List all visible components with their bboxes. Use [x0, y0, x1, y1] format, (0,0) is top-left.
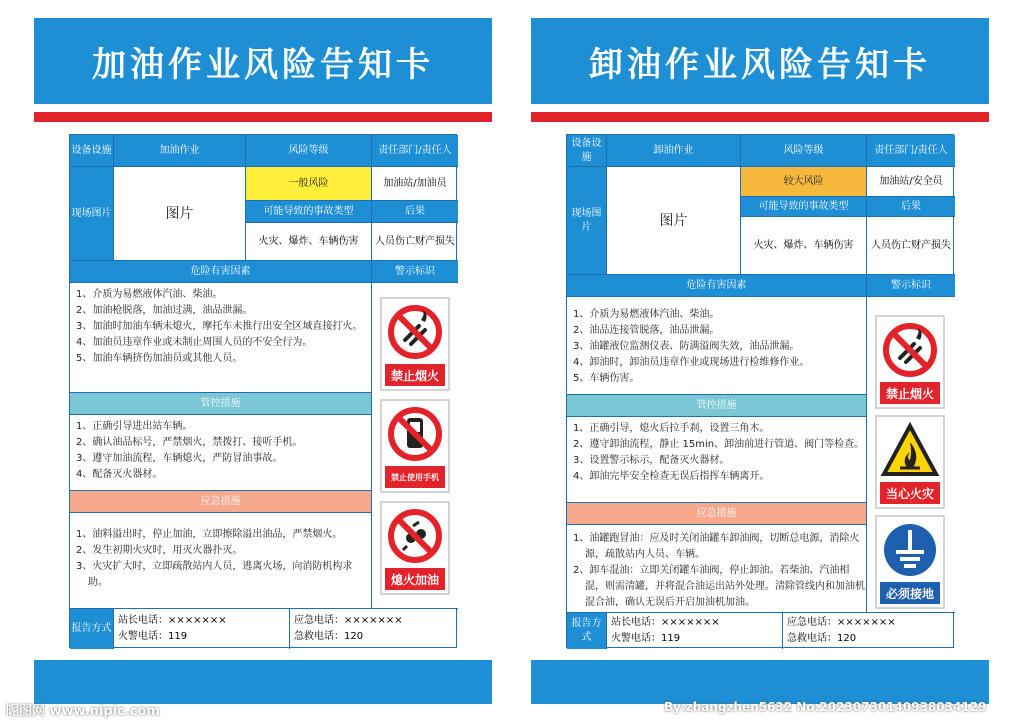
site-photo: 图片 — [607, 167, 741, 275]
list-item: 1、正确引导，熄火后拉手刹，设置三角木。 — [573, 423, 770, 434]
list-item: 4、配备灭火器材。 — [76, 469, 163, 480]
header-warning-signs: 警示标识 — [372, 261, 458, 283]
list-item: 3、遵守加油流程，车辆熄火，严防冒油事故。 — [76, 453, 283, 464]
red-stripe — [531, 112, 989, 122]
list-item: 2、遵守卸油流程，静止 15min、卸油前进行管道、阀门等检查。 — [573, 439, 865, 450]
equipment-value: 卸油作业 — [607, 135, 741, 167]
emergency-list — [567, 525, 867, 613]
header-accident-type: 可能导致的事故类型 — [741, 197, 867, 217]
hazard-list — [567, 297, 867, 395]
list-item: 4、加油员违章作业或未制止周围人员的不安全行为。 — [76, 337, 313, 348]
warning-sign-column — [867, 297, 955, 613]
list-item: 2、卸车混油：立即关闭罐车油阀，停止卸油。若柴油、汽油相混，则需清罐，并将混合油运出站外处理。清除管线内和加油机混合油，确认无误后开启加油机加油。 — [573, 565, 865, 608]
header-result: 后果 — [867, 197, 955, 217]
header-accident-type: 可能导致的事故类型 — [246, 201, 372, 223]
equipment-value: 加油作业 — [114, 135, 246, 167]
left-risk-card — [34, 0, 492, 724]
no-fire-sign — [380, 297, 450, 391]
emergency-phone: 应急电话：××××××× — [787, 617, 896, 628]
right-risk-card — [531, 0, 989, 724]
list-item: 3、火灾扩大时，立即疏散站内人员，逃离火场，向消防机构求助。 — [76, 561, 353, 588]
report-right — [783, 613, 955, 649]
control-list — [567, 417, 867, 503]
header-result: 后果 — [372, 201, 458, 223]
card-title: 加油作业风险告知卡 — [34, 18, 492, 104]
result-value: 人员伤亡财产损失 — [372, 223, 458, 261]
hazard-list — [70, 283, 372, 393]
card-title: 卸油作业风险告知卡 — [531, 18, 989, 104]
header-department: 责任部门/责任人 — [372, 135, 458, 167]
header-site-photo: 现场图片 — [70, 167, 114, 261]
sign-label: 禁止烟火 — [385, 364, 445, 386]
control-list — [70, 415, 372, 491]
list-item: 5、加油车辆挤伤加油员或其他人员。 — [76, 353, 243, 364]
station-phone: 站长电话：××××××× — [611, 617, 720, 628]
list-item: 2、油品连接管脱落，油品泄漏。 — [573, 325, 720, 336]
no-phone-sign — [380, 399, 450, 493]
risk-level-badge: 较大风险 — [741, 167, 867, 197]
report-left — [114, 609, 290, 649]
list-item: 1、正确引导进出站车辆。 — [76, 421, 193, 432]
list-item: 2、确认油品标号，严禁烟火，禁拨打、接听手机。 — [76, 437, 303, 448]
bottom-band — [34, 660, 492, 704]
accident-value: 火灾、爆炸、车辆伤害 — [246, 223, 372, 261]
header-equipment: 设备设施 — [70, 135, 114, 167]
list-item: 4、卸油完毕安全检查无误后指挥车辆离开。 — [573, 471, 770, 482]
header-risk-level: 风险等级 — [741, 135, 867, 167]
list-item: 2、发生初期火灾时，用灭火器扑灭。 — [76, 545, 243, 556]
sign-label: 当心火灾 — [880, 482, 940, 504]
header-emergency: 应急措施 — [567, 503, 867, 525]
list-item: 3、设置警示标示，配备灭火器材。 — [573, 455, 730, 466]
no-fire-sign — [875, 315, 945, 409]
list-item: 5、车辆伤害。 — [573, 373, 640, 384]
warning-sign-column — [372, 283, 458, 609]
fire-warning-sign — [875, 415, 945, 509]
engine-off-sign — [380, 501, 450, 595]
department-value: 加油站/安全员 — [867, 167, 955, 197]
report-right — [290, 609, 458, 649]
header-emergency: 应急措施 — [70, 491, 372, 513]
header-report: 报告方式 — [567, 613, 607, 649]
risk-table — [566, 134, 954, 648]
red-stripe — [34, 112, 492, 122]
list-item: 3、油罐液位监测仪表、防满溢阀失效，油品泄漏。 — [573, 341, 800, 352]
site-photo: 图片 — [114, 167, 246, 261]
grounding-sign — [875, 515, 945, 609]
emergency-list — [70, 513, 372, 609]
risk-table — [69, 134, 457, 648]
header-department: 责任部门/责任人 — [867, 135, 955, 167]
sign-label: 必须接地 — [880, 582, 940, 604]
list-item: 1、油料溢出时，停止加油，立即擦除溢出油品，严禁烟火。 — [76, 529, 343, 540]
fire-phone: 火警电话：119 — [118, 631, 188, 642]
emergency-phone: 应急电话：××××××× — [294, 615, 403, 626]
accident-value: 火灾、爆炸、车辆伤害 — [741, 217, 867, 275]
header-warning-signs: 警示标识 — [867, 275, 955, 297]
fire-phone: 火警电话：119 — [611, 633, 681, 644]
result-value: 人员伤亡财产损失 — [867, 217, 955, 275]
credit-line: By:zhangzhen5632 No:20230730140938034129 — [664, 700, 987, 714]
report-left — [607, 613, 783, 649]
station-phone: 站长电话：××××××× — [118, 615, 227, 626]
list-item: 4、卸油时，卸油员违章作业或现场进行检维修作业。 — [573, 357, 810, 368]
aid-phone: 急救电话：120 — [294, 631, 364, 642]
header-hazards: 危险有害因素 — [70, 261, 372, 283]
list-item: 1、介质为易燃液体汽油、柴油。 — [76, 289, 223, 300]
header-equipment: 设备设施 — [567, 135, 607, 167]
header-risk-level: 风险等级 — [246, 135, 372, 167]
list-item: 2、加油枪脱落，加油过满，油品泄漏。 — [76, 305, 253, 316]
header-site-photo: 现场图片 — [567, 167, 607, 275]
header-controls: 管控措施 — [567, 395, 867, 417]
site-logo: 昵图网 www.nipic.com — [6, 704, 160, 719]
risk-level-badge: 一般风险 — [246, 167, 372, 201]
sign-label: 熄火加油 — [385, 568, 445, 590]
aid-phone: 急救电话：120 — [787, 633, 857, 644]
list-item: 1、介质为易燃液体汽油、柴油。 — [573, 309, 720, 320]
header-report: 报告方式 — [70, 609, 114, 649]
list-item: 3、加油时加油车辆未熄火，摩托车未推行出安全区域直接打火。 — [76, 321, 363, 332]
header-controls: 管控措施 — [70, 393, 372, 415]
sign-label: 禁止使用手机 — [385, 466, 445, 488]
header-hazards: 危险有害因素 — [567, 275, 867, 297]
bottom-band — [531, 660, 989, 704]
department-value: 加油站/加油员 — [372, 167, 458, 201]
list-item: 1、油罐跑冒油：应及时关闭油罐车卸油阀，切断总电源，消除火源，疏散站内人员、车辆。 — [573, 533, 860, 560]
sign-label: 禁止烟火 — [880, 382, 940, 404]
